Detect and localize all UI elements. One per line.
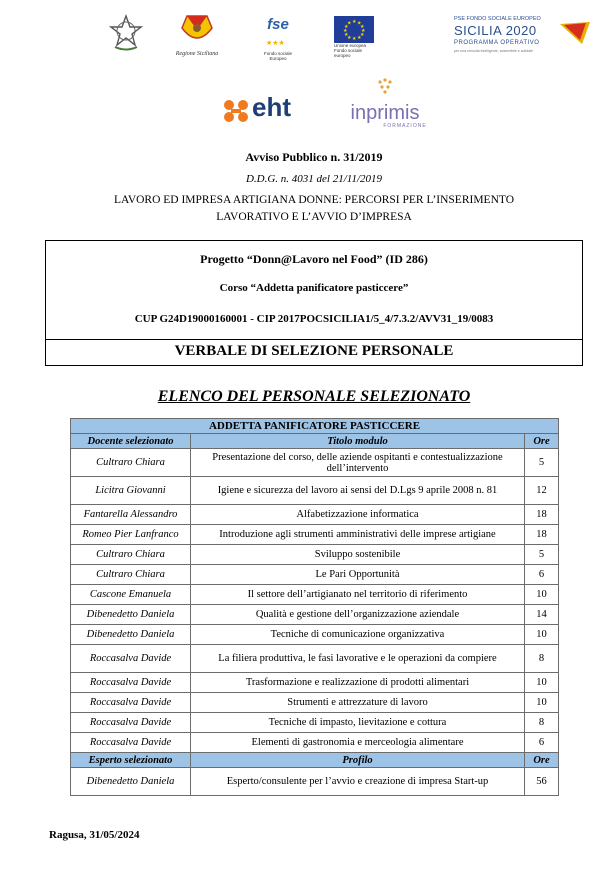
sicilia-prog-label: PROGRAMMA OPERATIVO: [454, 40, 540, 46]
partner-logos: [0, 78, 603, 128]
fse-label: fse: [267, 16, 289, 33]
verbale-title: VERBALE DI SELEZIONE PERSONALE: [174, 343, 454, 359]
docente-cell: Cultraro Chiara: [71, 449, 191, 477]
title-line-1: LAVORO ED IMPRESA ARTIGIANA DONNE: PERCORSI PER L’INSERIMENTO: [113, 194, 515, 206]
titolo-cell: Il settore dell’artigianato nel territorio di riferimento: [191, 585, 525, 605]
regione-siciliana-logo: [172, 14, 222, 58]
titolo-cell: Tecniche di comunicazione organizzativa: [191, 625, 525, 645]
table-row: [71, 525, 559, 545]
table-row: [71, 673, 559, 693]
titolo-cell: La filiera produttiva, le fasi lavorative e le operazioni da compiere: [191, 645, 525, 673]
ore-cell: 12: [525, 477, 559, 505]
table-row: [71, 545, 559, 565]
docente-cell: Roccasalva Davide: [71, 733, 191, 753]
svg-text:★: ★: [352, 36, 357, 42]
fse-sub-label: Fondo sociale Europeo: [263, 51, 293, 61]
docente-cell: Roccasalva Davide: [71, 673, 191, 693]
titolo-cell: Igiene e sicurezza del lavoro ai sensi del D.Lgs 9 aprile 2008 n. 81: [191, 477, 525, 505]
selection-table: [70, 418, 559, 796]
ore-cell: 56: [525, 768, 559, 796]
eht-logo: [222, 92, 312, 126]
titolo-cell: Introduzione agli strumenti amministrativi delle imprese artigiane: [191, 525, 525, 545]
table-row: [71, 605, 559, 625]
svg-text:★: ★: [343, 28, 348, 34]
col-ore2-header: Ore: [525, 753, 559, 768]
col-docente-header: Docente selezionato: [71, 434, 191, 449]
project-box: [45, 240, 583, 366]
profilo-cell: Esperto/consulente per l’avvio e creazione di impresa Start-up: [191, 768, 525, 796]
inprimis-label: inprimis: [350, 102, 420, 124]
sicilia-tag-label: per una crescita intelligente, sostenibile e solidale: [454, 49, 533, 53]
svg-text:★: ★: [357, 35, 362, 41]
col-esperto-header: Esperto selezionato: [71, 753, 191, 768]
svg-text:★: ★: [344, 32, 349, 38]
table-row: [71, 693, 559, 713]
ore-cell: 8: [525, 645, 559, 673]
svg-text:★: ★: [347, 20, 352, 27]
table-title: ADDETTA PANIFICATORE PASTICCERE: [71, 419, 559, 434]
eu-flag-icon: [334, 16, 374, 43]
ore-cell: 10: [525, 673, 559, 693]
titolo-cell: Sviluppo sostenibile: [191, 545, 525, 565]
sicilia-name-label: SICILIA 2020: [454, 23, 537, 38]
progetto-line: Progetto “Donn@Lavoro nel Food” (ID 286): [200, 252, 428, 266]
svg-text:★: ★: [361, 28, 366, 34]
docente-cell: Romeo Pier Lanfranco: [71, 525, 191, 545]
section-title: ELENCO DEL PERSONALE SELEZIONATO: [157, 388, 471, 405]
svg-text:★★★: ★★★: [266, 39, 285, 46]
svg-text:★: ★: [352, 19, 357, 25]
table-row: [71, 585, 559, 605]
titolo-cell: Le Pari Opportunità: [191, 565, 525, 585]
ore-cell: 6: [525, 565, 559, 585]
table-row: [71, 645, 559, 673]
italian-republic-emblem: [109, 14, 143, 52]
inprimis-dots-icon: [370, 78, 400, 98]
eu-label: Unione europea: [334, 43, 367, 48]
table-row: [71, 713, 559, 733]
table-header-row: [71, 434, 559, 449]
col-profilo-header: Profilo: [191, 753, 525, 768]
table-row: [71, 733, 559, 753]
titolo-cell: Strumenti e attrezzature di lavoro: [191, 693, 525, 713]
ore-cell: 5: [525, 449, 559, 477]
col-ore-header: Ore: [525, 434, 559, 449]
docente-cell: Cascone Emanuela: [71, 585, 191, 605]
docente-cell: Cultraro Chiara: [71, 545, 191, 565]
inprimis-sub-label: FORMAZIONE: [383, 123, 427, 129]
docente-cell: Roccasalva Davide: [71, 713, 191, 733]
esperto-row: [71, 768, 559, 796]
fse-stars-icon: [263, 38, 293, 46]
regione-label: Regione Siciliana: [175, 51, 219, 57]
ore-cell: 10: [525, 625, 559, 645]
svg-text:★: ★: [344, 24, 349, 30]
table-row: [71, 505, 559, 525]
table-title-row: [71, 419, 559, 434]
docente-cell: Roccasalva Davide: [71, 645, 191, 673]
inprimis-logo: [340, 78, 430, 128]
ore-cell: 18: [525, 525, 559, 545]
logo-bar: [0, 10, 603, 60]
eu-sub-label: Fondo sociale europeo: [334, 48, 363, 58]
docente-cell: Roccasalva Davide: [71, 693, 191, 713]
svg-text:★: ★: [360, 32, 365, 38]
svg-text:★: ★: [347, 35, 352, 41]
corso-line: Corso “Addetta panificatore pasticcere”: [219, 282, 409, 294]
table-row: [71, 565, 559, 585]
titolo-cell: Trasformazione e realizzazione di prodotti alimentari: [191, 673, 525, 693]
place-date: Ragusa, 31/05/2024: [49, 829, 140, 841]
table-row: [71, 477, 559, 505]
svg-text:★: ★: [357, 20, 362, 27]
trinacria-icon: [172, 14, 222, 46]
titolo-cell: Elementi di gastronomia e merceologia alimentare: [191, 733, 525, 753]
docente-cell: Cultraro Chiara: [71, 565, 191, 585]
ore-cell: 5: [525, 545, 559, 565]
titolo-cell: Qualità e gestione dell’organizzazione aziendale: [191, 605, 525, 625]
docente-cell: Fantarella Alessandro: [71, 505, 191, 525]
cup-line: CUP G24D19000160001 - CIP 2017POCSICILIA1/5_4/7.3.2/AVV31_19/0083: [134, 313, 494, 325]
avviso-line: Avviso Pubblico n. 31/2019: [245, 150, 383, 164]
svg-text:★: ★: [360, 24, 365, 30]
docente-cell: Dibenedetto Daniela: [71, 605, 191, 625]
table-row: [71, 449, 559, 477]
eht-label: eht: [252, 92, 291, 122]
ore-cell: 14: [525, 605, 559, 625]
ore-cell: 6: [525, 733, 559, 753]
esperto-cell: Dibenedetto Daniela: [71, 768, 191, 796]
ddg-line: D.D.G. n. 4031 del 21/11/2019: [245, 173, 383, 185]
ore-cell: 10: [525, 693, 559, 713]
divider: [46, 339, 582, 340]
ore-cell: 8: [525, 713, 559, 733]
titolo-cell: Alfabetizzazione informatica: [191, 505, 525, 525]
esperto-header-row: [71, 753, 559, 768]
ore-cell: 18: [525, 505, 559, 525]
sicilia-2020-logo: [452, 16, 598, 58]
titolo-cell: Presentazione del corso, delle aziende ospitanti e contestualizzazione dell’intervento: [191, 449, 525, 477]
docente-cell: Licitra Giovanni: [71, 477, 191, 505]
eht-symbol-icon: [222, 98, 250, 124]
fse-logo: [255, 16, 301, 61]
eu-logo: [334, 16, 378, 58]
table-row: [71, 625, 559, 645]
docente-cell: Dibenedetto Daniela: [71, 625, 191, 645]
sicilia-top-label: PSE FONDO SOCIALE EUROPEO: [454, 16, 541, 22]
title-line-2: LAVORATIVO E L’AVVIO D’IMPRESA: [216, 211, 412, 223]
col-titolo-header: Titolo modulo: [191, 434, 525, 449]
ore-cell: 10: [525, 585, 559, 605]
titolo-cell: Tecniche di impasto, lievitazione e cottura: [191, 713, 525, 733]
sicilia-island-icon: [558, 18, 592, 48]
